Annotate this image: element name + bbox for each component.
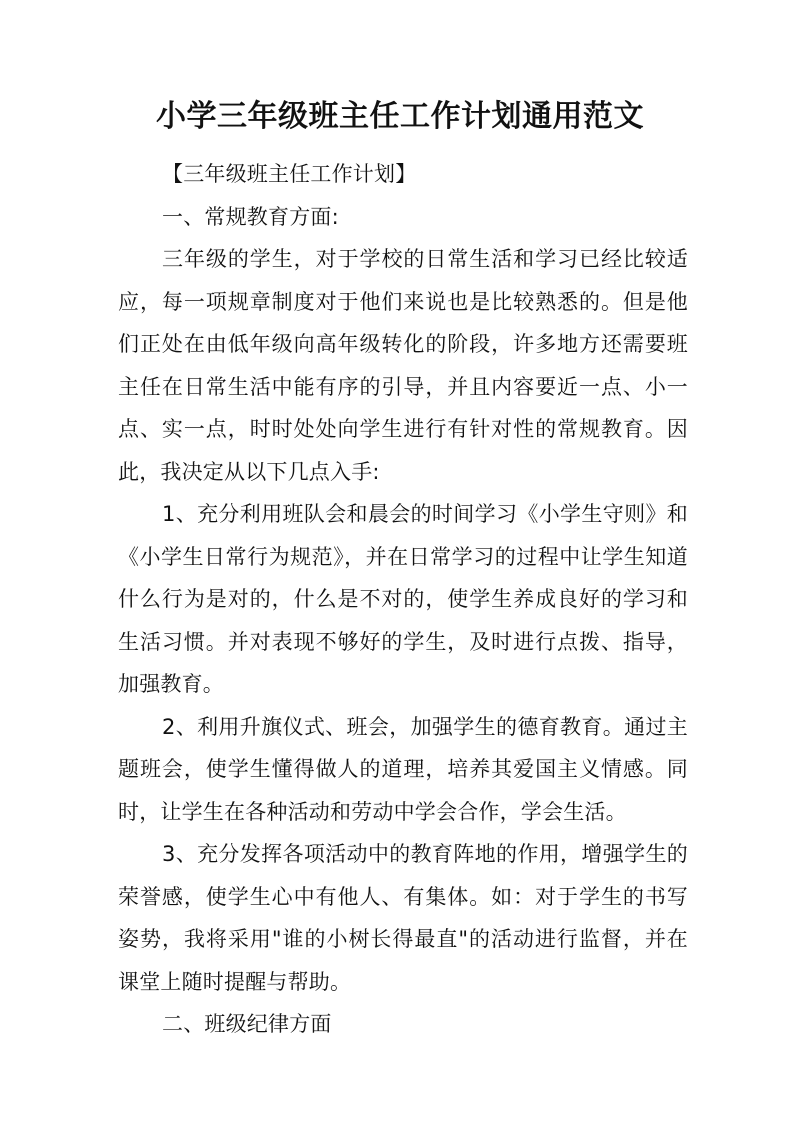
document-body (118, 153, 688, 1046)
document-title: 小学三年级班主任工作计划通用范文 (156, 99, 644, 134)
section-heading-routine-education: 一、常规教育方面: (162, 204, 339, 229)
paragraph-item-2: 2、利用升旗仪式、班会，加强学生的德育教育。通过主题班会，使学生懂得做人的道理，培养其爱国主义情感。同时，让学生在各种活动和劳动中学会合作，学会生活。 (118, 714, 688, 824)
paragraph-item-3: 3、充分发挥各项活动中的教育阵地的作用，增强学生的荣誉感，使学生心中有他人、有集体。如：对于学生的书写姿势，我将采用"谁的小树长得最直"的活动进行监督，并在课堂上随时提醒与帮助。 (118, 842, 688, 994)
paragraph-item-1: 1、充分利用班队会和晨会的时间学习《小学生守则》和《小学生日常行为规范》，并在日常学习的过程中让学生知道什么行为是对的，什么是不对的，使学生养成良好的学习和生活习惯。并对表现不够好的学生，及时进行点拨、指导，加强教育。 (118, 502, 688, 696)
section-heading-class-discipline: 二、班级纪律方面 (162, 1012, 332, 1036)
paragraph-intro: 三年级的学生，对于学校的日常生活和学习已经比较适应，每一项规章制度对于他们来说也是比较熟悉的。但是他们正处在由低年级向高年级转化的阶段，许多地方还需要班主任在日常生活中能有序的引导，并且内容要近一点、小一点、实一点，时时处处向学生进行有针对性的常规教育。因此，我决定从以下几点入手: (118, 247, 688, 484)
section-bracket-heading: 【三年级班主任工作计划】 (162, 162, 417, 186)
